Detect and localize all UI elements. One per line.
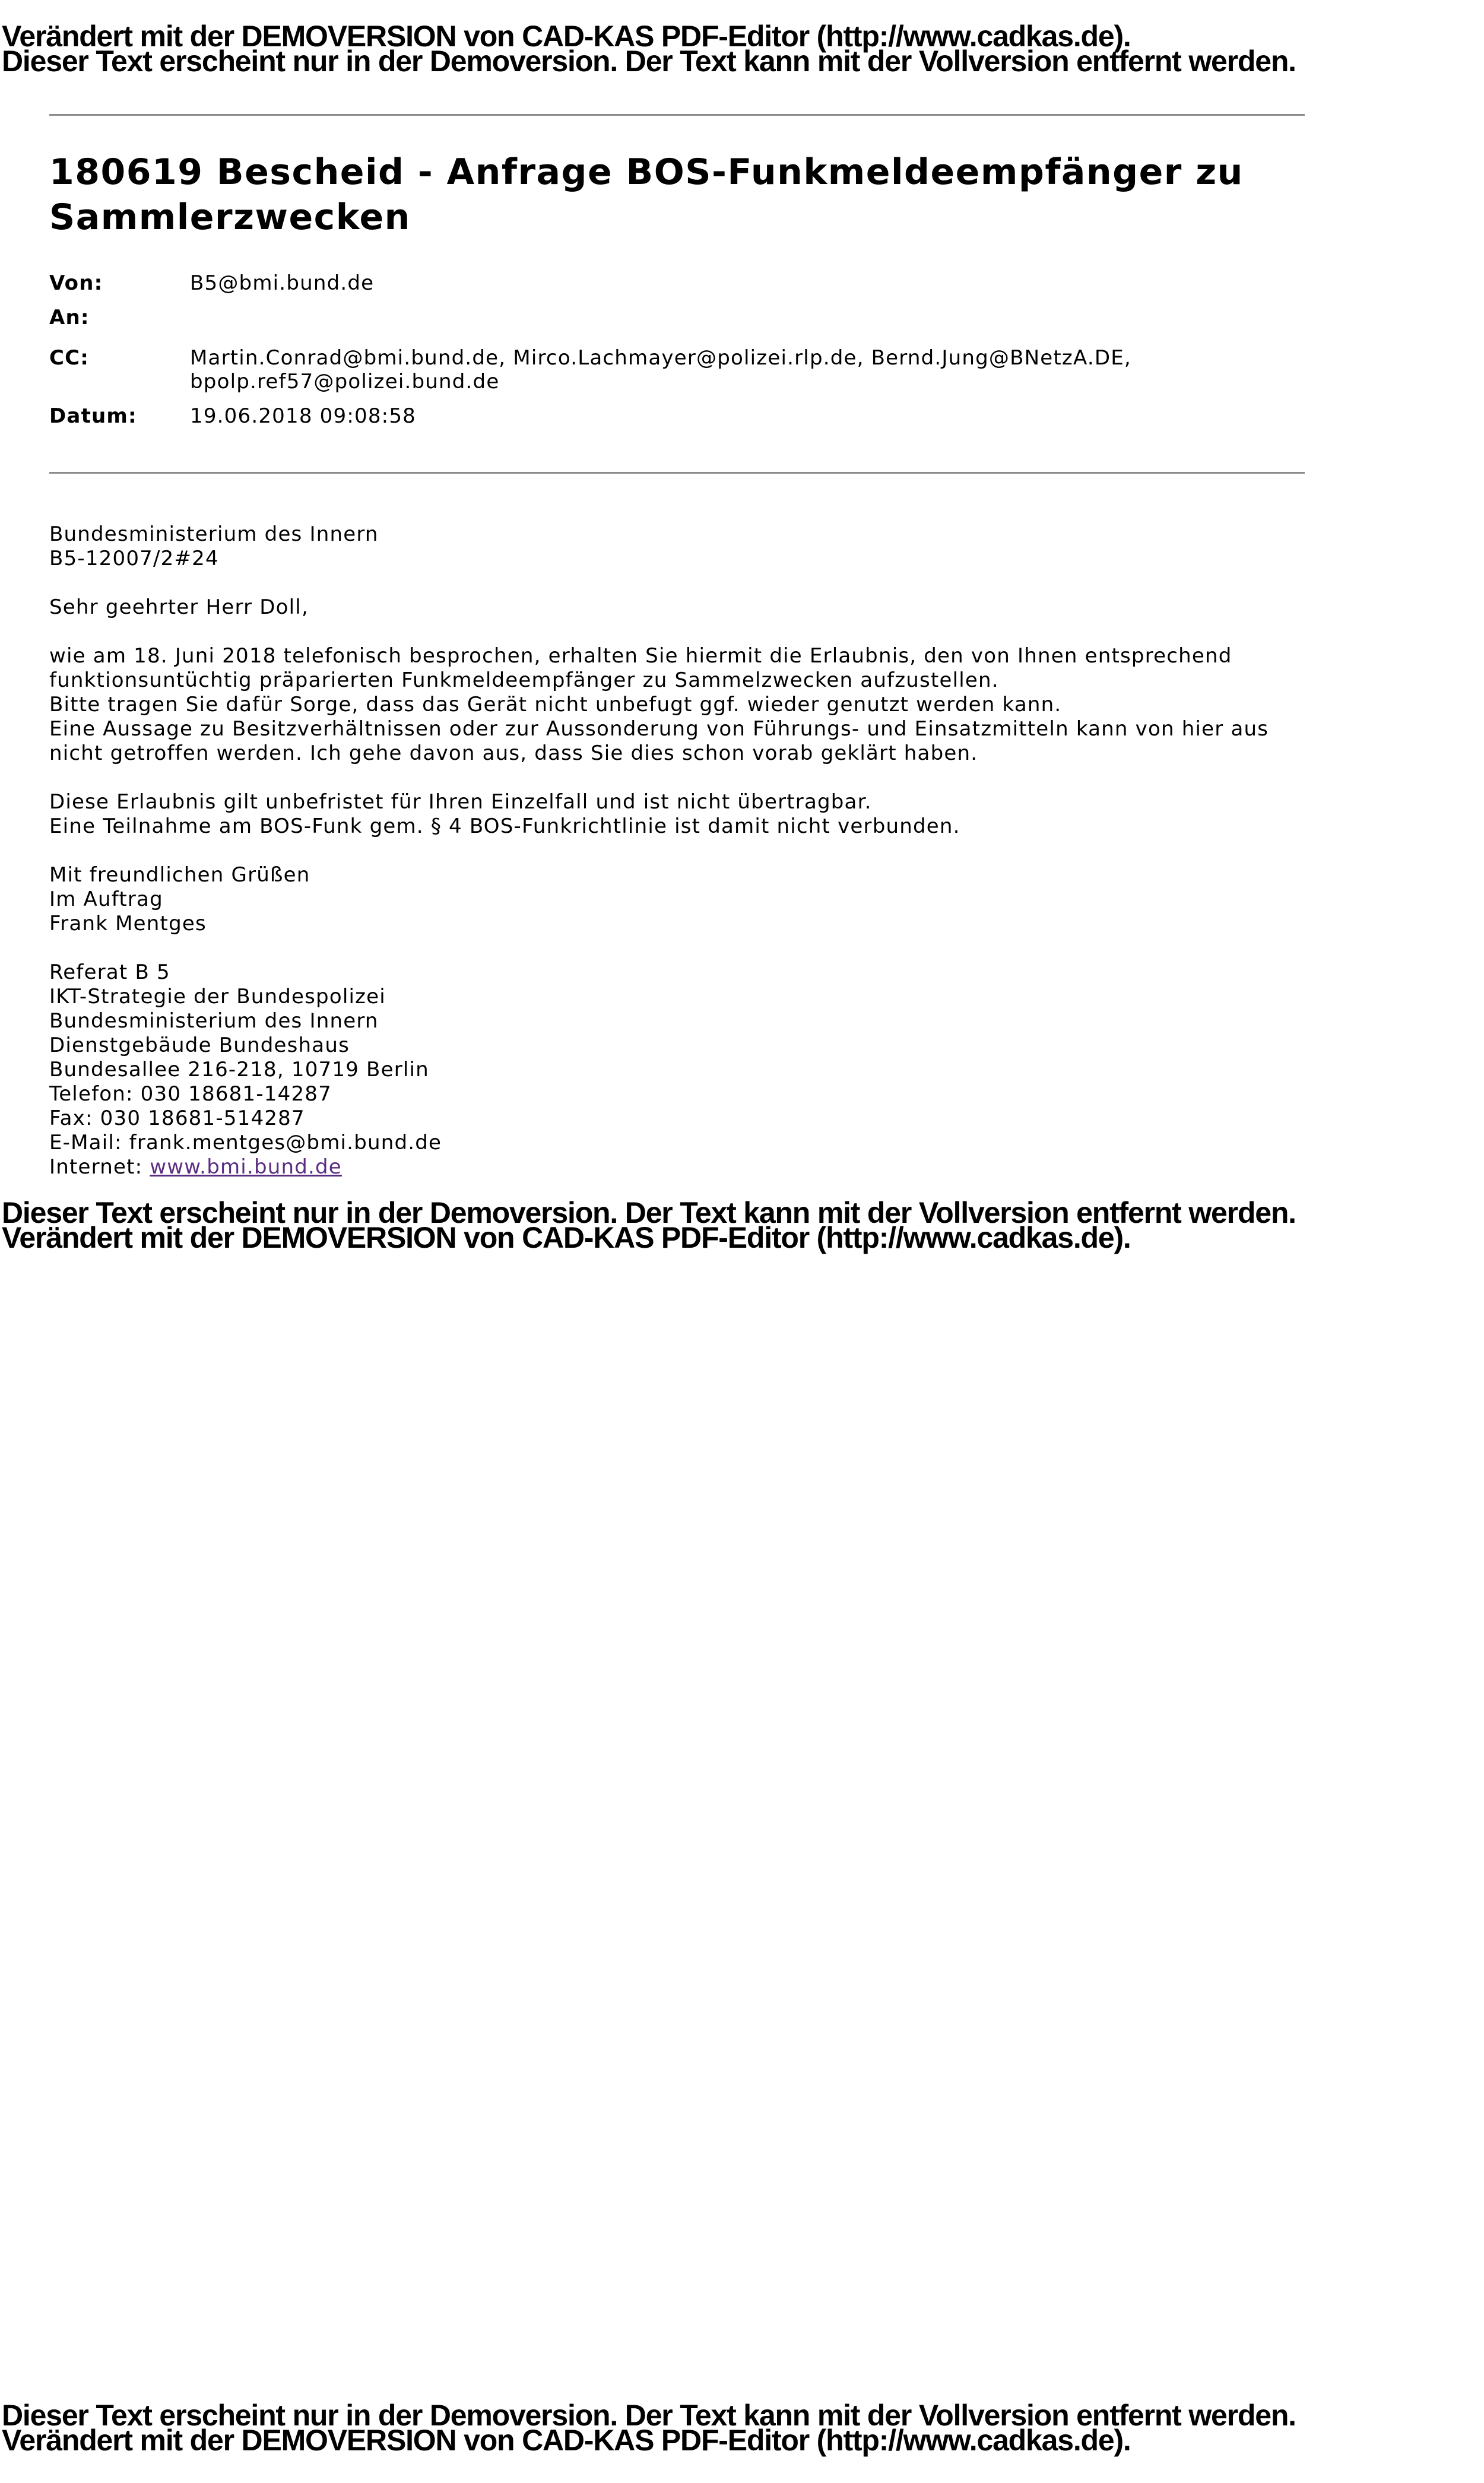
header-divider-bottom — [49, 472, 1305, 474]
signature-line: IKT-Strategie der Bundespolizei — [49, 985, 386, 1009]
date-value: 19.06.2018 09:08:58 — [190, 404, 416, 428]
email-subject-line: 180619 Bescheid - Anfrage BOS-Funkmeldeempfänger zu — [49, 151, 1244, 193]
paragraph-validity — [49, 790, 1305, 839]
signature-line: Telefon: 030 18681-14287 — [49, 1082, 332, 1106]
cc-line: Martin.Conrad@bmi.bund.de, Mirco.Lachmayer@polizei.rlp.de, Bernd.Jung@BNetzA.DE, — [190, 346, 1131, 370]
body-line: Diese Erlaubnis gilt unbefristet für Ihren Einzelfall und ist nicht übertragbar. — [49, 790, 872, 814]
signature-line: Bundesministerium des Innern — [49, 1009, 379, 1033]
cc-row — [49, 346, 1305, 394]
body-line: nicht getroffen werden. Ich gehe davon aus, dass Sie dies schon vorab geklärt haben. — [49, 741, 978, 765]
email-subject — [49, 150, 1305, 240]
body-line: Bitte tragen Sie dafür Sorge, dass das Gerät nicht unbefugt ggf. wieder genutzt werden kann. — [49, 693, 1062, 716]
body-line: Frank Mentges — [49, 912, 207, 936]
from-label: Von: — [49, 271, 103, 295]
from-value: B5@bmi.bund.de — [190, 271, 375, 295]
demo-watermark-line: Dieser Text erscheint nur in der Demoversion. Der Text kann mit der Vollversion entfernt werden. — [2, 1196, 1296, 1229]
demo-watermark-line: Verändert mit der DEMOVERSION von CAD-KAS PDF-Editor (http://www.cadkas.de). — [2, 1221, 1131, 1254]
email-subject-line: Sammlerzwecken — [49, 196, 411, 238]
from-row — [49, 271, 1305, 295]
sender-block — [49, 522, 1305, 571]
body-line: wie am 18. Juni 2018 telefonisch besprochen, erhalten Sie hiermit die Erlaubnis, den von Ihnen entsprechend — [49, 644, 1232, 668]
signature-line: Fax: 030 18681-514287 — [49, 1106, 305, 1130]
signature-line: E-Mail: frank.mentges@bmi.bund.de — [49, 1131, 442, 1155]
cc-line: bpolp.ref57@polizei.bund.de — [190, 370, 500, 394]
demo-watermark-middle — [2, 1196, 1296, 1254]
to-label: An: — [49, 306, 90, 329]
email-header-fields — [49, 271, 1305, 439]
signature-line: Dienstgebäude Bundeshaus — [49, 1033, 350, 1057]
signature-block — [49, 960, 1305, 1179]
demo-watermark-line: Dieser Text erscheint nur in der Demoversion. Der Text kann mit der Vollversion entfernt werden. — [2, 2399, 1296, 2432]
internet-line — [49, 1155, 1305, 1179]
header-divider-top — [49, 114, 1305, 116]
signature-line: Referat B 5 — [49, 960, 170, 984]
body-line: Mit freundlichen Grüßen — [49, 863, 310, 887]
demo-watermark-line: Verändert mit der DEMOVERSION von CAD-KAS PDF-Editor (http://www.cadkas.de). — [2, 2424, 1131, 2457]
paragraph-permission — [49, 644, 1305, 766]
website-link[interactable]: www.bmi.bund.de — [150, 1155, 342, 1179]
cc-value — [190, 346, 1305, 394]
body-line: B5-12007/2#24 — [49, 547, 219, 570]
email-body — [49, 522, 1305, 1204]
demo-watermark-bottom — [2, 2399, 1296, 2457]
closing — [49, 863, 1305, 936]
salutation — [49, 595, 1305, 620]
body-line: Im Auftrag — [49, 887, 163, 911]
internet-label: Internet: — [49, 1155, 150, 1179]
to-row — [49, 306, 1305, 329]
body-line: funktionsuntüchtig präparierten Funkmeldeempfänger zu Sammelzwecken aufzustellen. — [49, 668, 999, 692]
date-row — [49, 404, 1305, 428]
date-label: Datum: — [49, 404, 137, 428]
body-line: Sehr geehrter Herr Doll, — [49, 595, 309, 619]
demo-watermark-line: Dieser Text erscheint nur in der Demoversion. Der Text kann mit der Vollversion entfernt werden. — [2, 45, 1296, 78]
cc-label: CC: — [49, 346, 90, 370]
signature-line: Bundesallee 216-218, 10719 Berlin — [49, 1058, 429, 1082]
body-line: Bundesministerium des Innern — [49, 522, 379, 546]
to-value — [190, 306, 1305, 329]
body-line: Eine Teilnahme am BOS-Funk gem. § 4 BOS-Funkrichtlinie ist damit nicht verbunden. — [49, 814, 960, 838]
demo-watermark-line: Verändert mit der DEMOVERSION von CAD-KAS PDF-Editor (http://www.cadkas.de). — [2, 20, 1131, 53]
demo-watermark-top — [2, 20, 1296, 78]
body-line: Eine Aussage zu Besitzverhältnissen oder zur Aussonderung von Führungs- und Einsatzmitteln kann von hier aus — [49, 717, 1269, 741]
